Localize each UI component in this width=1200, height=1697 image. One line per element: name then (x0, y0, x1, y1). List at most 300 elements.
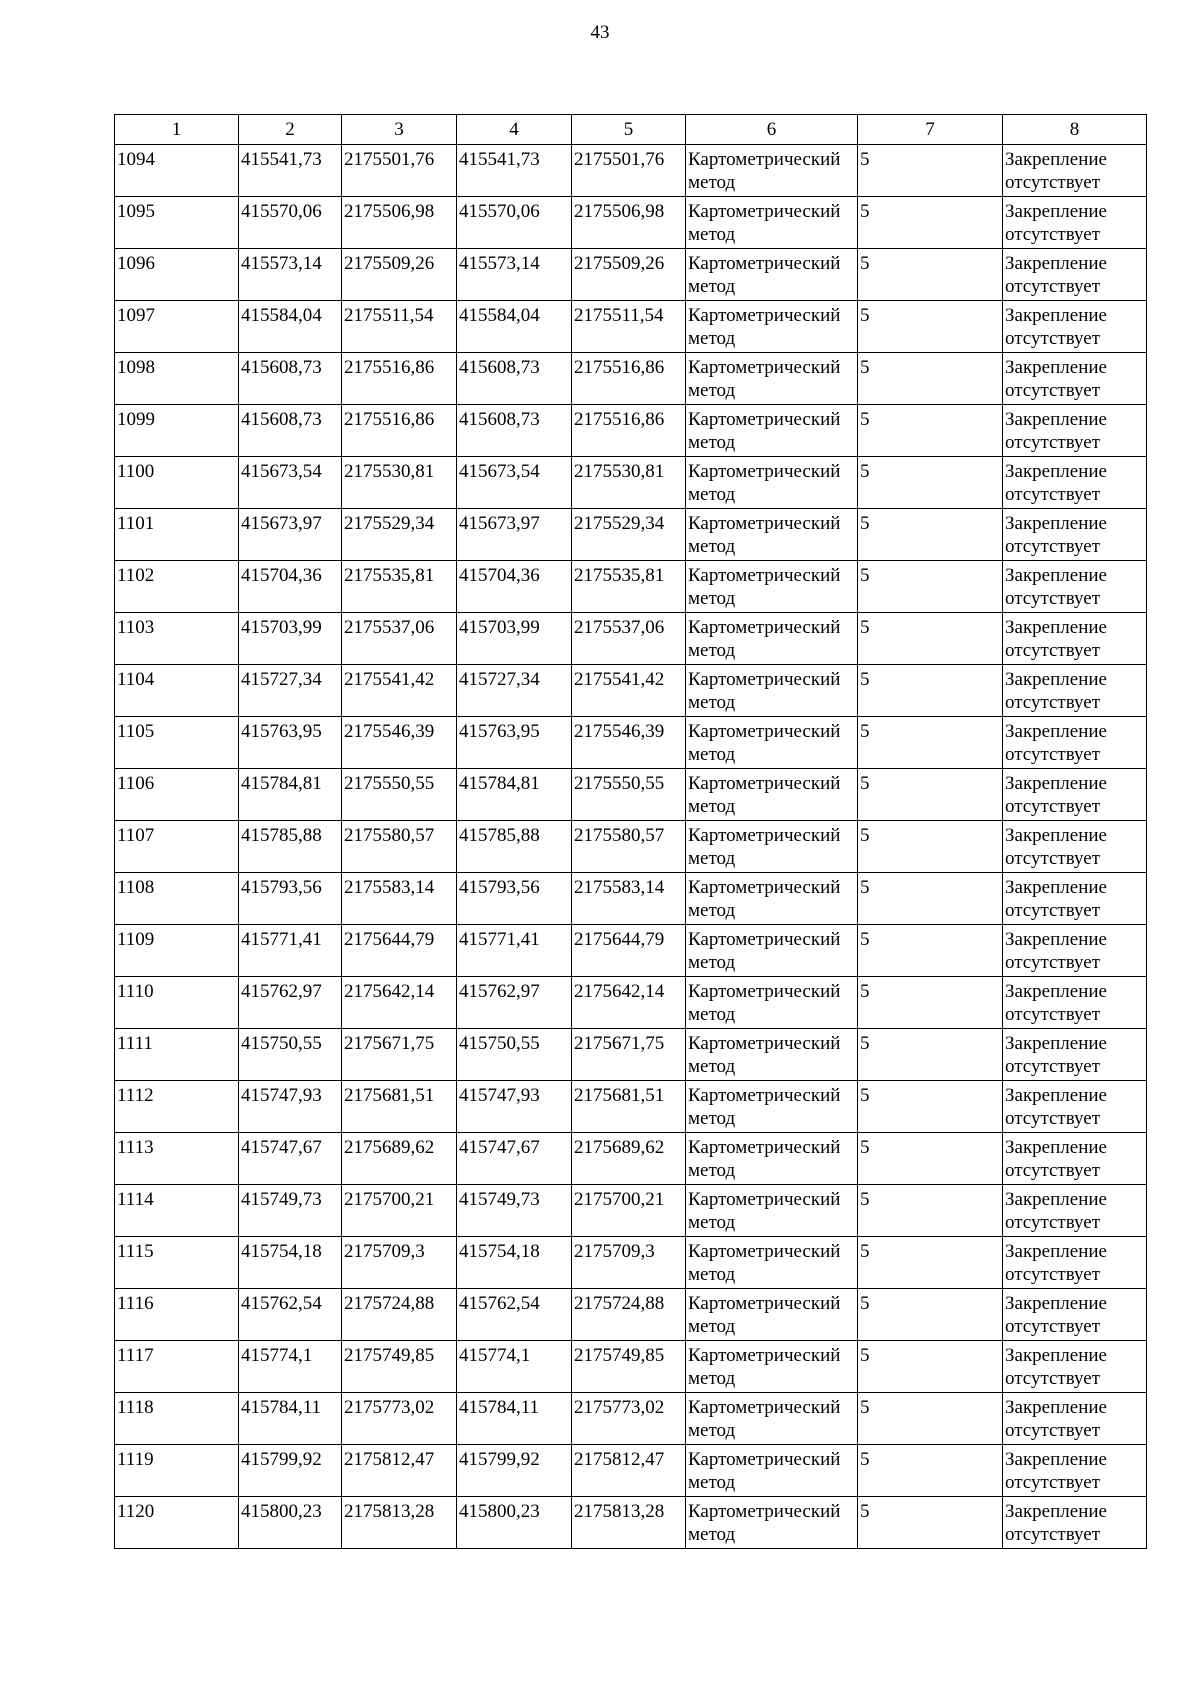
cell-mark-description (1003, 665, 1147, 717)
cell-text: 2175709,3 (574, 1241, 655, 1262)
cell-text: 415703,99 (241, 617, 322, 638)
cell-text: 1117 (117, 1345, 154, 1366)
cell-mark-description (1003, 1497, 1147, 1549)
coordinates-table (114, 114, 1147, 1549)
cell-accuracy (858, 1185, 1003, 1237)
header-cell-3: 3 (342, 115, 457, 145)
cell-text: 415771,41 (241, 929, 322, 950)
cell-point-number (115, 1341, 239, 1393)
table-row (115, 1185, 1147, 1237)
cell-x-new (457, 1029, 572, 1081)
table-row (115, 613, 1147, 665)
cell-text: Картометрический метод (688, 461, 841, 505)
cell-mark-description (1003, 1133, 1147, 1185)
cell-x-existing (239, 613, 342, 665)
cell-text: Картометрический метод (688, 1501, 841, 1545)
cell-text: Закрепление отсутствует (1005, 825, 1107, 869)
cell-x-existing (239, 145, 342, 197)
cell-text: 2175709,3 (344, 1241, 425, 1262)
cell-point-number (115, 717, 239, 769)
cell-text: Картометрический метод (688, 929, 841, 973)
cell-text: 415747,93 (241, 1085, 322, 1106)
cell-text: Закрепление отсутствует (1005, 565, 1107, 609)
table-row (115, 197, 1147, 249)
table-row (115, 353, 1147, 405)
cell-accuracy (858, 925, 1003, 977)
cell-text: Закрепление отсутствует (1005, 1397, 1107, 1441)
cell-method (686, 1081, 858, 1133)
cell-method (686, 1445, 858, 1497)
cell-text: 415704,36 (459, 565, 540, 586)
cell-y-new (572, 1341, 686, 1393)
cell-x-existing (239, 1081, 342, 1133)
cell-text: 1115 (117, 1241, 154, 1262)
cell-text: 2175773,02 (344, 1397, 435, 1418)
cell-text: Картометрический метод (688, 305, 841, 349)
cell-text: 2175511,54 (574, 305, 664, 326)
cell-text: 415774,1 (459, 1345, 531, 1366)
table-row (115, 1133, 1147, 1185)
cell-method (686, 925, 858, 977)
cell-y-new (572, 1133, 686, 1185)
cell-text: Картометрический метод (688, 1033, 841, 1077)
table-row (115, 1237, 1147, 1289)
cell-text: 415749,73 (241, 1189, 322, 1210)
cell-text: 2175535,81 (344, 565, 435, 586)
cell-mark-description (1003, 249, 1147, 301)
cell-text: 1100 (117, 461, 155, 482)
cell-accuracy (858, 1341, 1003, 1393)
cell-text: 415727,34 (241, 669, 322, 690)
cell-text: 5 (860, 1345, 870, 1366)
cell-text: 5 (860, 1241, 870, 1262)
cell-x-new (457, 925, 572, 977)
cell-text: 415793,56 (459, 877, 540, 898)
cell-x-new (457, 873, 572, 925)
cell-point-number (115, 1237, 239, 1289)
cell-text: 5 (860, 1033, 870, 1054)
cell-text: 415570,06 (241, 201, 322, 222)
cell-text: Закрепление отсутствует (1005, 669, 1107, 713)
cell-method (686, 509, 858, 561)
cell-text: 415747,93 (459, 1085, 540, 1106)
cell-x-existing (239, 249, 342, 301)
cell-text: 1110 (117, 981, 154, 1002)
cell-text: 415608,73 (241, 409, 322, 430)
cell-x-new (457, 1341, 572, 1393)
cell-text: 415584,04 (459, 305, 540, 326)
cell-y-existing (342, 457, 457, 509)
cell-text: 5 (860, 981, 870, 1002)
cell-x-new (457, 613, 572, 665)
cell-x-new (457, 145, 572, 197)
cell-text: 415754,18 (241, 1241, 322, 1262)
cell-method (686, 1185, 858, 1237)
cell-text: 415762,54 (459, 1293, 540, 1314)
cell-text: 1113 (117, 1137, 154, 1158)
cell-x-new (457, 249, 572, 301)
cell-x-new (457, 561, 572, 613)
cell-y-existing (342, 1029, 457, 1081)
cell-text: 5 (860, 617, 870, 638)
cell-text: 415608,73 (459, 409, 540, 430)
cell-text: 415750,55 (241, 1033, 322, 1054)
header-cell-6: 6 (686, 115, 858, 145)
cell-y-existing (342, 1497, 457, 1549)
cell-text: Закрепление отсутствует (1005, 149, 1107, 193)
cell-text: 5 (860, 305, 870, 326)
cell-text: Закрепление отсутствует (1005, 929, 1107, 973)
cell-text: 2175529,34 (344, 513, 435, 534)
cell-mark-description (1003, 509, 1147, 561)
cell-text: 415673,97 (241, 513, 322, 534)
cell-text: 415784,11 (459, 1397, 540, 1418)
cell-text: 415763,95 (241, 721, 322, 742)
cell-text: 2175506,98 (344, 201, 435, 222)
cell-accuracy (858, 1133, 1003, 1185)
cell-text: Картометрический метод (688, 565, 841, 609)
cell-text: Картометрический метод (688, 1449, 841, 1493)
table-row (115, 769, 1147, 821)
cell-y-existing (342, 509, 457, 561)
cell-text: 2175812,47 (344, 1449, 435, 1470)
cell-y-existing (342, 1341, 457, 1393)
cell-text: 5 (860, 409, 870, 430)
cell-text: 2175644,79 (574, 929, 665, 950)
cell-text: 2175516,86 (574, 409, 665, 430)
cell-text: Закрепление отсутствует (1005, 721, 1107, 765)
cell-text: 415673,54 (459, 461, 540, 482)
cell-text: Картометрический метод (688, 201, 841, 245)
cell-accuracy (858, 821, 1003, 873)
cell-text: 1107 (117, 825, 155, 846)
cell-point-number (115, 1393, 239, 1445)
cell-mark-description (1003, 1237, 1147, 1289)
cell-text: 1112 (117, 1085, 154, 1106)
table-row (115, 873, 1147, 925)
cell-y-existing (342, 1185, 457, 1237)
cell-x-existing (239, 1133, 342, 1185)
cell-point-number (115, 665, 239, 717)
cell-point-number (115, 977, 239, 1029)
cell-accuracy (858, 197, 1003, 249)
cell-accuracy (858, 509, 1003, 561)
cell-text: 2175580,57 (574, 825, 665, 846)
cell-x-new (457, 1393, 572, 1445)
cell-text: 415541,73 (241, 149, 322, 170)
cell-text: 1102 (117, 565, 155, 586)
cell-text: 1116 (117, 1293, 154, 1314)
cell-accuracy (858, 665, 1003, 717)
table-row (115, 405, 1147, 457)
cell-text: 1098 (117, 357, 155, 378)
cell-point-number (115, 1185, 239, 1237)
table-row (115, 301, 1147, 353)
cell-text: 2175671,75 (344, 1033, 435, 1054)
cell-x-existing (239, 1289, 342, 1341)
cell-text: Картометрический метод (688, 877, 841, 921)
cell-accuracy (858, 769, 1003, 821)
cell-x-existing (239, 561, 342, 613)
cell-text: 1120 (117, 1501, 155, 1522)
cell-y-new (572, 249, 686, 301)
cell-point-number (115, 197, 239, 249)
cell-y-existing (342, 769, 457, 821)
cell-x-existing (239, 1029, 342, 1081)
cell-mark-description (1003, 1289, 1147, 1341)
cell-point-number (115, 769, 239, 821)
cell-point-number (115, 925, 239, 977)
cell-text: 1099 (117, 409, 155, 430)
cell-text: Закрепление отсутствует (1005, 1449, 1107, 1493)
cell-text: 415541,73 (459, 149, 540, 170)
cell-text: 415762,97 (459, 981, 540, 1002)
cell-text: 415727,34 (459, 669, 540, 690)
cell-y-new (572, 1289, 686, 1341)
cell-y-new (572, 613, 686, 665)
cell-point-number (115, 1289, 239, 1341)
cell-text: 5 (860, 1501, 870, 1522)
cell-text: Картометрический метод (688, 1137, 841, 1181)
cell-text: 2175511,54 (344, 305, 434, 326)
cell-text: 1111 (117, 1033, 153, 1054)
cell-text: 2175700,21 (574, 1189, 665, 1210)
cell-mark-description (1003, 977, 1147, 1029)
cell-y-new (572, 925, 686, 977)
cell-method (686, 1029, 858, 1081)
cell-point-number (115, 613, 239, 665)
cell-accuracy (858, 1445, 1003, 1497)
cell-point-number (115, 1497, 239, 1549)
cell-mark-description (1003, 1393, 1147, 1445)
cell-y-existing (342, 717, 457, 769)
cell-y-existing (342, 873, 457, 925)
cell-accuracy (858, 1393, 1003, 1445)
cell-x-new (457, 1133, 572, 1185)
cell-x-existing (239, 873, 342, 925)
table-row (115, 1445, 1147, 1497)
cell-accuracy (858, 353, 1003, 405)
page-number: 43 (590, 22, 610, 43)
cell-text: 2175530,81 (344, 461, 435, 482)
cell-y-existing (342, 405, 457, 457)
cell-text: 5 (860, 773, 870, 794)
cell-method (686, 821, 858, 873)
cell-text: 5 (860, 357, 870, 378)
cell-text: Закрепление отсутствует (1005, 773, 1107, 817)
table-row (115, 1341, 1147, 1393)
cell-text: Картометрический метод (688, 617, 841, 661)
cell-accuracy (858, 613, 1003, 665)
cell-x-existing (239, 1185, 342, 1237)
cell-y-new (572, 353, 686, 405)
cell-mark-description (1003, 821, 1147, 873)
cell-text: Закрепление отсутствует (1005, 201, 1107, 245)
cell-mark-description (1003, 717, 1147, 769)
cell-mark-description (1003, 873, 1147, 925)
cell-y-new (572, 1445, 686, 1497)
cell-text: Картометрический метод (688, 409, 841, 453)
cell-point-number (115, 873, 239, 925)
cell-text: 2175689,62 (344, 1137, 435, 1158)
cell-text: Закрепление отсутствует (1005, 617, 1107, 661)
cell-y-existing (342, 197, 457, 249)
cell-text: 5 (860, 721, 870, 742)
cell-accuracy (858, 249, 1003, 301)
cell-mark-description (1003, 1445, 1147, 1497)
cell-x-new (457, 665, 572, 717)
cell-x-existing (239, 1341, 342, 1393)
cell-point-number (115, 457, 239, 509)
cell-mark-description (1003, 405, 1147, 457)
cell-method (686, 873, 858, 925)
cell-point-number (115, 509, 239, 561)
cell-text: 415799,92 (459, 1449, 540, 1470)
cell-text: 1097 (117, 305, 155, 326)
cell-text: 5 (860, 929, 870, 950)
cell-text: Картометрический метод (688, 149, 841, 193)
cell-mark-description (1003, 145, 1147, 197)
cell-text: 2175681,51 (574, 1085, 665, 1106)
cell-text: Картометрический метод (688, 1397, 841, 1441)
cell-y-existing (342, 925, 457, 977)
cell-text: 5 (860, 1137, 870, 1158)
cell-text: Картометрический метод (688, 669, 841, 713)
cell-accuracy (858, 457, 1003, 509)
cell-y-existing (342, 821, 457, 873)
header-row (115, 115, 1147, 145)
cell-mark-description (1003, 1081, 1147, 1133)
cell-accuracy (858, 873, 1003, 925)
cell-y-new (572, 665, 686, 717)
cell-text: 2175541,42 (574, 669, 665, 690)
cell-accuracy (858, 1237, 1003, 1289)
cell-text: 2175509,26 (574, 253, 665, 274)
cell-text: 2175537,06 (574, 617, 665, 638)
cell-method (686, 561, 858, 613)
cell-text: 415570,06 (459, 201, 540, 222)
cell-y-new (572, 873, 686, 925)
cell-method (686, 249, 858, 301)
cell-method (686, 353, 858, 405)
cell-accuracy (858, 561, 1003, 613)
cell-y-existing (342, 1081, 457, 1133)
cell-text: 5 (860, 1397, 870, 1418)
cell-mark-description (1003, 1341, 1147, 1393)
cell-text: Закрепление отсутствует (1005, 1293, 1107, 1337)
cell-text: Картометрический метод (688, 1189, 841, 1233)
cell-text: 2175550,55 (574, 773, 665, 794)
cell-method (686, 1133, 858, 1185)
cell-text: Картометрический метод (688, 1085, 841, 1129)
cell-y-existing (342, 977, 457, 1029)
cell-text: 2175689,62 (574, 1137, 665, 1158)
cell-method (686, 457, 858, 509)
cell-x-existing (239, 353, 342, 405)
cell-text: 2175501,76 (344, 149, 435, 170)
cell-point-number (115, 1029, 239, 1081)
cell-accuracy (858, 717, 1003, 769)
cell-point-number (115, 1445, 239, 1497)
cell-x-new (457, 301, 572, 353)
cell-x-new (457, 1289, 572, 1341)
cell-text: 415673,97 (459, 513, 540, 534)
cell-text: 2175812,47 (574, 1449, 665, 1470)
cell-accuracy (858, 1497, 1003, 1549)
cell-accuracy (858, 145, 1003, 197)
cell-text: 2175501,76 (574, 149, 665, 170)
cell-y-new (572, 145, 686, 197)
cell-x-existing (239, 977, 342, 1029)
cell-text: 415747,67 (459, 1137, 540, 1158)
cell-text: 5 (860, 1085, 870, 1106)
cell-text: Закрепление отсутствует (1005, 513, 1107, 557)
cell-text: 415754,18 (459, 1241, 540, 1262)
cell-method (686, 405, 858, 457)
cell-y-existing (342, 301, 457, 353)
cell-method (686, 1341, 858, 1393)
cell-text: 1095 (117, 201, 155, 222)
cell-text: 2175813,28 (344, 1501, 435, 1522)
cell-method (686, 769, 858, 821)
cell-text: 1105 (117, 721, 155, 742)
cell-y-existing (342, 1133, 457, 1185)
cell-method (686, 665, 858, 717)
cell-text: 415800,23 (241, 1501, 322, 1522)
cell-point-number (115, 145, 239, 197)
cell-accuracy (858, 301, 1003, 353)
cell-text: 415785,88 (459, 825, 540, 846)
cell-text: 1094 (117, 149, 155, 170)
table-row (115, 717, 1147, 769)
cell-text: Закрепление отсутствует (1005, 877, 1107, 921)
header-cell-1: 1 (115, 115, 239, 145)
cell-mark-description (1003, 1029, 1147, 1081)
cell-y-new (572, 717, 686, 769)
cell-x-existing (239, 1445, 342, 1497)
cell-text: 5 (860, 513, 870, 534)
table-body (115, 145, 1147, 1549)
cell-text: 415763,95 (459, 721, 540, 742)
cell-text: 2175537,06 (344, 617, 435, 638)
cell-text: 1104 (117, 669, 155, 690)
table-row (115, 925, 1147, 977)
cell-text: 1101 (117, 513, 155, 534)
cell-method (686, 145, 858, 197)
cell-point-number (115, 353, 239, 405)
cell-text: Картометрический метод (688, 1241, 841, 1285)
cell-method (686, 1237, 858, 1289)
cell-text: 5 (860, 1449, 870, 1470)
cell-text: 5 (860, 877, 870, 898)
cell-text: 1119 (117, 1449, 154, 1470)
cell-text: 5 (860, 201, 870, 222)
cell-text: 2175529,34 (574, 513, 665, 534)
cell-text: Закрепление отсутствует (1005, 357, 1107, 401)
cell-x-existing (239, 665, 342, 717)
cell-y-existing (342, 353, 457, 405)
cell-text: 415608,73 (241, 357, 322, 378)
cell-y-existing (342, 145, 457, 197)
cell-x-existing (239, 405, 342, 457)
cell-x-existing (239, 769, 342, 821)
cell-text: 2175530,81 (574, 461, 665, 482)
cell-method (686, 1393, 858, 1445)
cell-x-existing (239, 1393, 342, 1445)
cell-text: Закрепление отсутствует (1005, 305, 1107, 349)
cell-text: 1108 (117, 877, 155, 898)
cell-text: Закрепление отсутствует (1005, 1033, 1107, 1077)
